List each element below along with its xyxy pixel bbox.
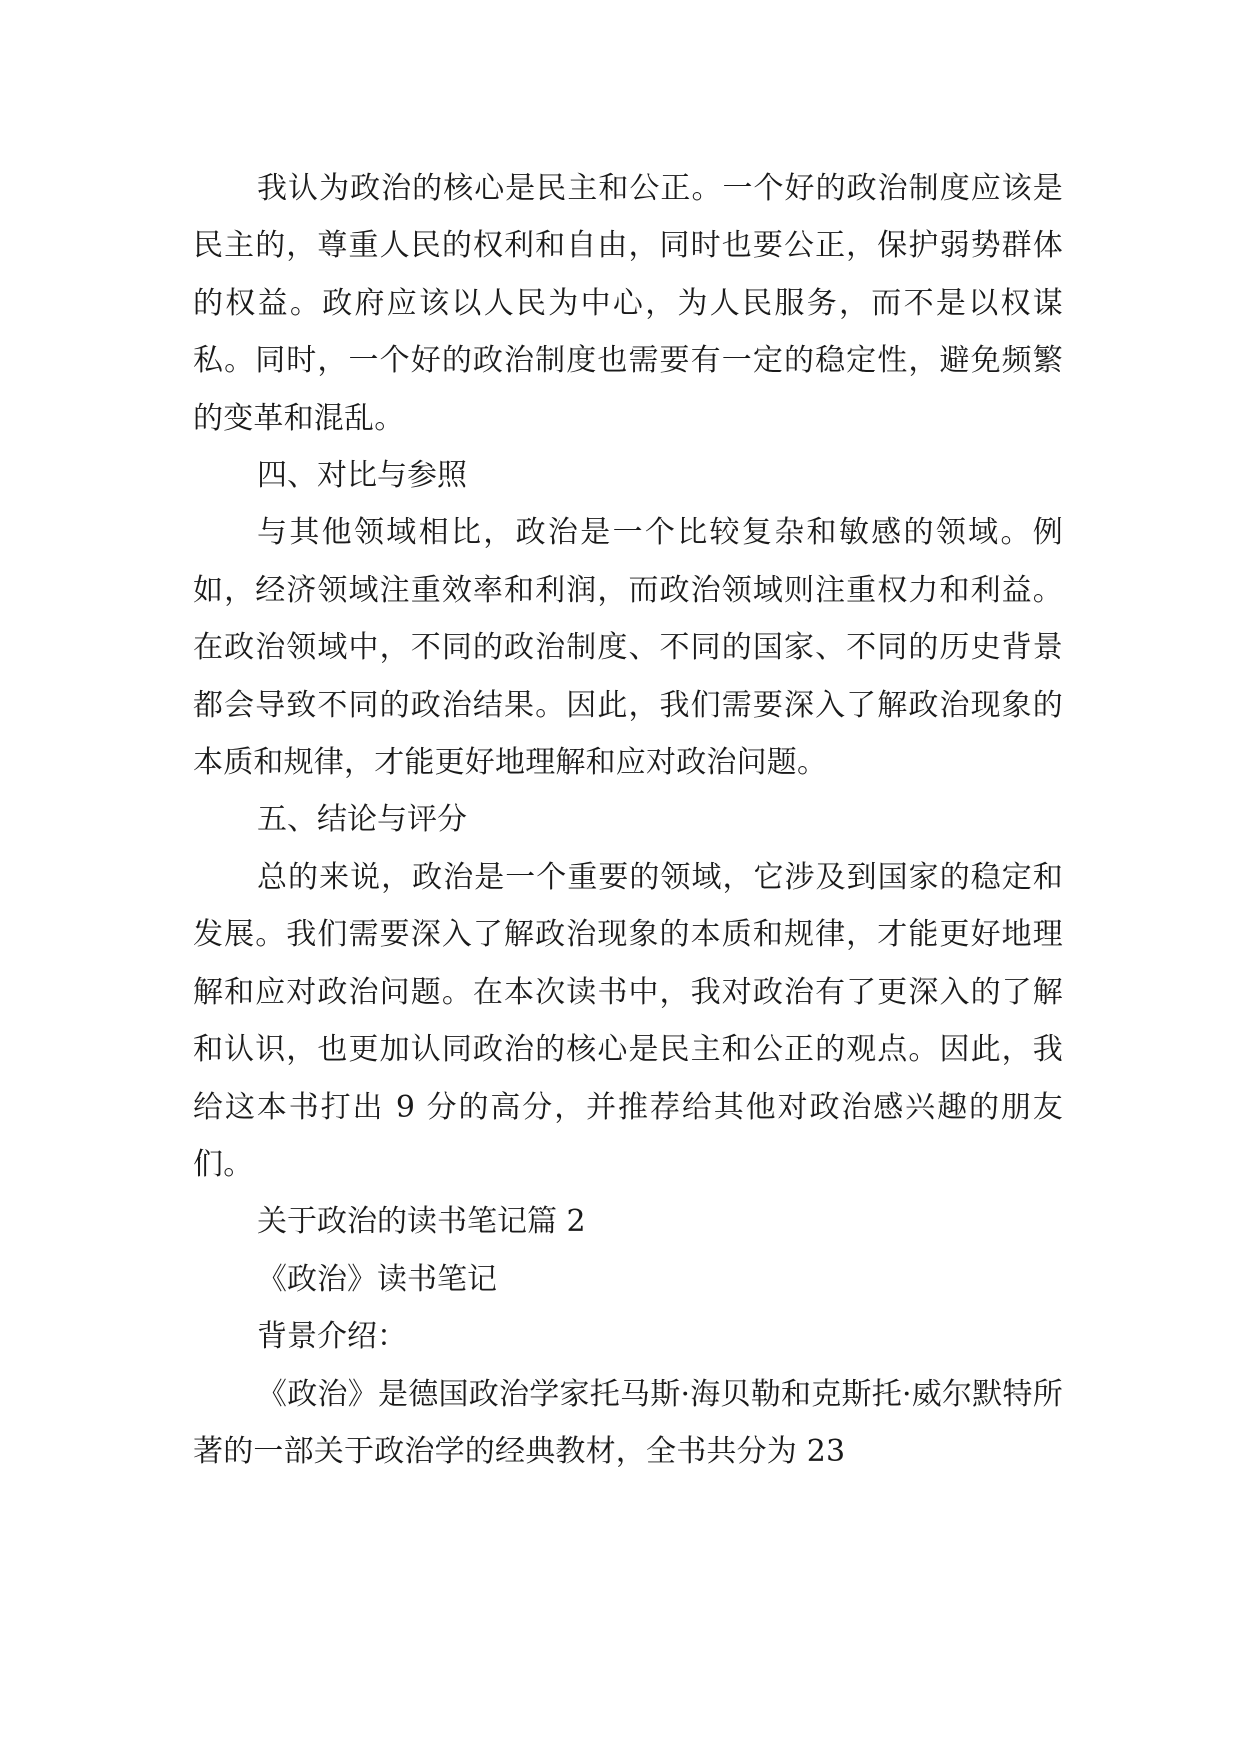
- paragraph-background: 《政治》是德国政治学家托马斯·海贝勒和克斯托·威尔默特所著的一部关于政治学的经典教材，全书共分为 23: [193, 1376, 1063, 1469]
- section-heading-comparison: 四、对比与参照: [257, 458, 467, 494]
- article-title-part-2: 关于政治的读书笔记篇 2: [257, 1204, 586, 1240]
- paragraph-democracy-justice: 我认为政治的核心是民主和公正。一个好的政治制度应该是民主的，尊重人民的权利和自由，同时也要公正，保护弱势群体的权益。政府应该以人民为中心，为人民服务，而不是以权谋私。同时，一个好的政治制度也需要有一定的稳定性，避免频繁的变革和混乱。: [193, 171, 1063, 436]
- book-title: 《政治》读书笔记: [257, 1261, 497, 1297]
- document-body: [193, 160, 1063, 1480]
- section-heading-conclusion: 五、结论与评分: [257, 802, 467, 838]
- paragraph-conclusion: 总的来说，政治是一个重要的领域，它涉及到国家的稳定和发展。我们需要深入了解政治现象的本质和规律，才能更好地理解和应对政治问题。在本次读书中，我对政治有了更深入的了解和认识，也更加认同政治的核心是民主和公正的观点。因此，我给这本书打出 9 分的高分，并推荐给其他对政治感兴趣的朋友们。: [193, 859, 1063, 1182]
- background-heading: 背景介绍：: [257, 1319, 407, 1355]
- paragraph-comparison: 与其他领域相比，政治是一个比较复杂和敏感的领域。例如，经济领域注重效率和利润，而政治领域则注重权力和利益。在政治领域中，不同的政治制度、不同的国家、不同的历史背景都会导致不同的政治结果。因此，我们需要深入了解政治现象的本质和规律，才能更好地理解和应对政治问题。: [193, 515, 1063, 781]
